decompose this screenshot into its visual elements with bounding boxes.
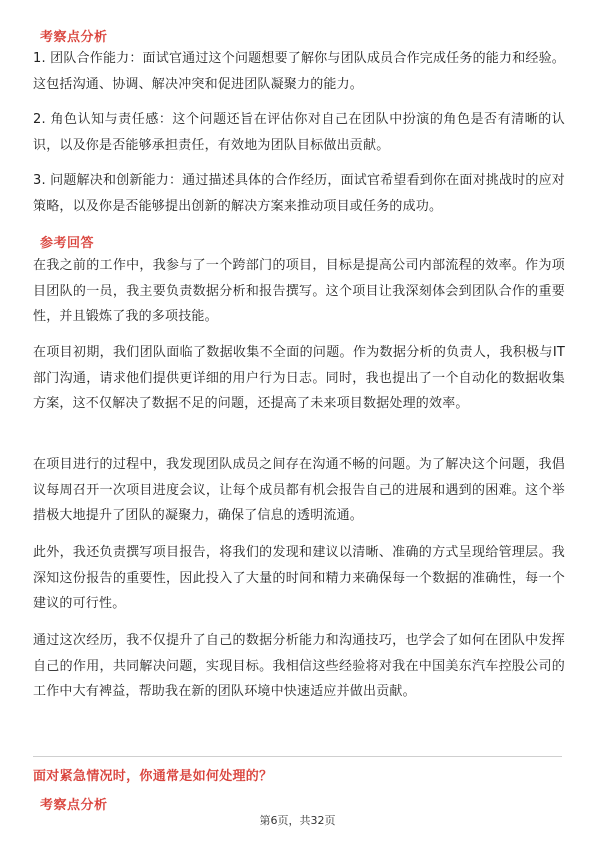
section-heading-analysis-next: 考察点分析 — [40, 798, 108, 813]
answer-paragraph-2: 在项目初期，我们团队面临了数据收集不全面的问题。作为数据分析的负责人，我积极与IT部门沟通，请求他们提供更详细的用户行为日志。同时，我也提出了一个自动化的数据收集方案，这不仅解决了数据不足的问题，还提高了未来项目数据处理的效率。 — [33, 345, 565, 411]
page-number-footer: 第6页，共32页 — [259, 814, 336, 827]
section-heading-analysis: 考察点分析 — [40, 30, 108, 45]
section-divider — [33, 756, 562, 757]
section-heading-reference-answer: 参考回答 — [40, 236, 95, 251]
answer-paragraph-5: 通过这次经历，我不仅提升了自己的数据分析能力和沟通技巧，也学会了如何在团队中发挥自己的作用，共同解决问题，实现目标。我相信这些经验将对我在中国美东汽车控股公司的工作中大有裨益，帮助我在新的团队环境中快速适应并做出贡献。 — [33, 633, 565, 699]
analysis-item-role-responsibility: 2. 角色认知与责任感：这个问题还旨在评估你对自己在团队中扮演的角色是否有清晰的认识，以及你是否能够承担责任，有效地为团队目标做出贡献。 — [33, 112, 565, 153]
answer-paragraph-4: 此外，我还负责撰写项目报告，将我们的发现和建议以清晰、准确的方式呈现给管理层。我深知这份报告的重要性，因此投入了大量的时间和精力来确保每一个数据的准确性，每一个建议的可行性。 — [33, 545, 565, 611]
analysis-item-teamwork: 1. 团队合作能力：面试官通过这个问题想要了解你与团队成员合作完成任务的能力和经验。这包括沟通、协调、解决冲突和促进团队凝聚力的能力。 — [33, 51, 565, 92]
answer-paragraph-3: 在项目进行的过程中，我发现团队成员之间存在沟通不畅的问题。为了解决这个问题，我倡议每周召开一次项目进度会议，让每个成员都有机会报告自己的进展和遇到的困难。这个举措极大地提升了团队的凝聚力，确保了信息的透明流通。 — [33, 457, 565, 523]
analysis-item-problem-solving: 3. 问题解决和创新能力：通过描述具体的合作经历，面试官希望看到你在面对挑战时的应对策略，以及你是否能够提出创新的解决方案来推动项目或任务的成功。 — [33, 173, 565, 214]
next-question-title: 面对紧急情况时，你通常是如何处理的？ — [33, 769, 273, 784]
answer-paragraph-1: 在我之前的工作中，我参与了一个跨部门的项目，目标是提高公司内部流程的效率。作为项目团队的一员，我主要负责数据分析和报告撰写。这个项目让我深刻体会到团队合作的重要性，并且锻炼了我的多项技能。 — [33, 258, 565, 324]
